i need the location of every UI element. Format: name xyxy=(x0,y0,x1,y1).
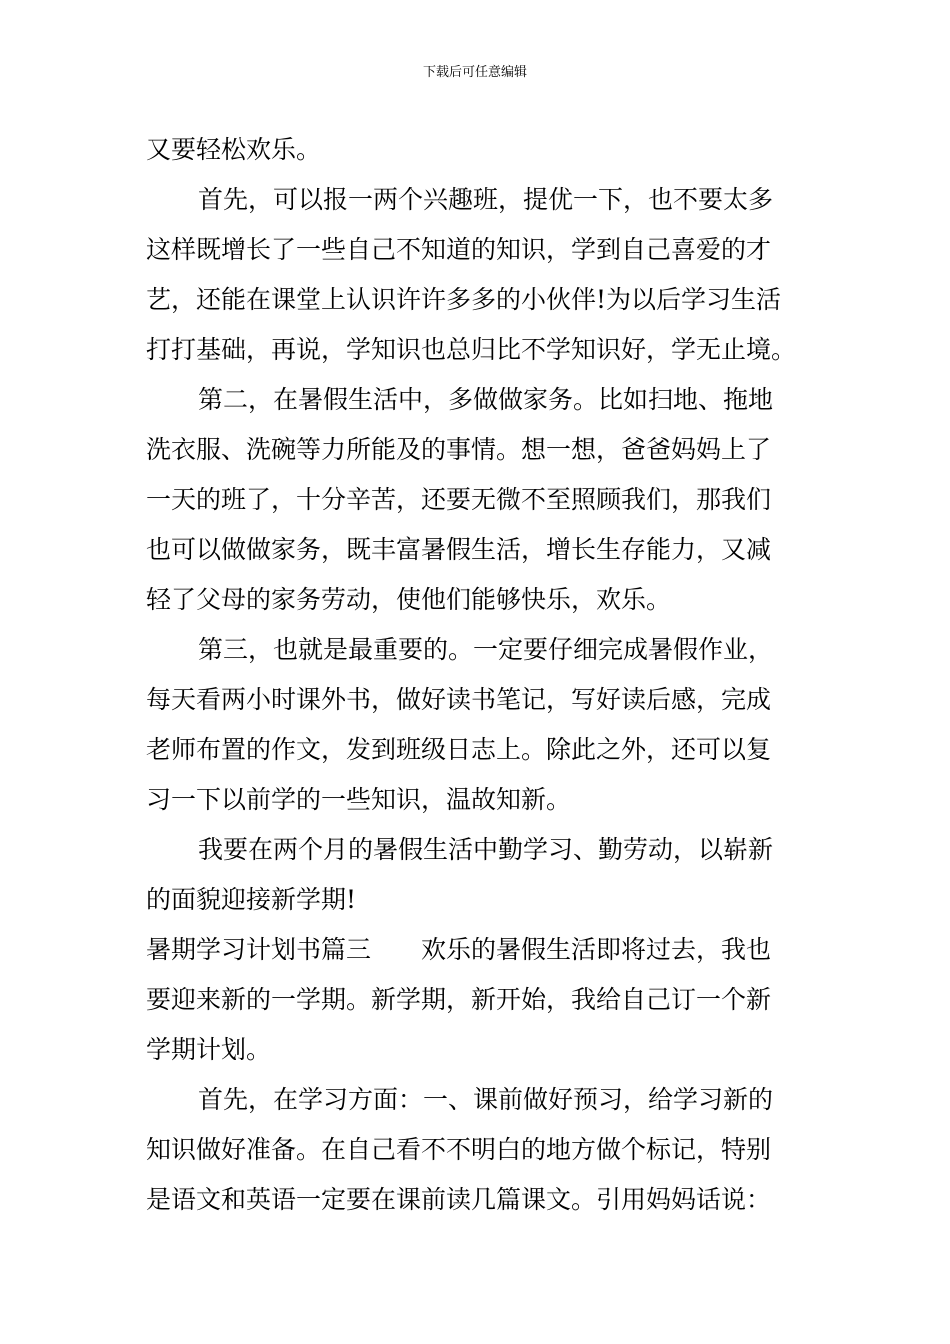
text-line: 老师布置的作文，发到班级日志上。除此之外，还可以复 xyxy=(146,735,772,764)
section-three xyxy=(146,925,808,1075)
text-line: 学期计划。 xyxy=(146,1035,272,1064)
section-heading: 暑期学习计划书篇三 xyxy=(146,935,372,964)
text-line: 一天的班了，十分辛苦，还要无微不至照顾我们，那我们 xyxy=(146,485,772,514)
page-header: 下载后可任意编辑 xyxy=(422,65,527,80)
paragraph-first-point xyxy=(146,175,808,375)
text-line: 首先，可以报一两个兴趣班，提优一下，也不要太多 xyxy=(198,185,774,214)
paragraph-conclusion xyxy=(146,825,808,925)
text-line: 第三，也就是最重要的。一定要仔细完成暑假作业， xyxy=(198,635,774,664)
text-line: 这样既增长了一些自己不知道的知识，学到自己喜爱的才 xyxy=(146,235,772,264)
paragraph-second-point xyxy=(146,375,808,625)
text-line: 习一下以前学的一些知识，温故知新。 xyxy=(146,785,572,814)
document-body xyxy=(146,125,808,1225)
paragraph-study-plan xyxy=(146,1075,808,1225)
section-lead-text: 欢乐的暑假生活即将过去，我也 xyxy=(421,935,772,964)
text-line: 又要轻松欢乐。 xyxy=(146,135,322,164)
text-line: 打打基础，再说，学知识也总归比不学知识好，学无止境。 xyxy=(146,335,797,364)
text-line: 是语文和英语一定要在课前读几篇课文。引用妈妈话说： xyxy=(146,1185,772,1214)
paragraph-continuation xyxy=(146,125,808,175)
text-line: 要迎来新的一学期。新学期，新开始，我给自己订一个新 xyxy=(146,985,772,1014)
paragraph-third-point xyxy=(146,625,808,825)
text-line: 也可以做做家务，既丰富暑假生活，增长生存能力，又减 xyxy=(146,535,772,564)
text-line: 每天看两小时课外书，做好读书笔记，写好读后感，完成 xyxy=(146,685,772,714)
text-line: 知识做好准备。在自己看不不明白的地方做个标记，特别 xyxy=(146,1135,772,1164)
text-line: 首先，在学习方面：一、课前做好预习，给学习新的 xyxy=(198,1085,774,1114)
text-line: 洗衣服、洗碗等力所能及的事情。想一想，爸爸妈妈上了 xyxy=(146,435,772,464)
text-line: 轻了父母的家务劳动，使他们能够快乐，欢乐。 xyxy=(146,585,672,614)
text-line: 的面貌迎接新学期! xyxy=(146,885,357,914)
text-line: 我要在两个月的暑假生活中勤学习、勤劳动，以崭新 xyxy=(198,835,774,864)
section-heading-line xyxy=(146,925,808,975)
text-line: 艺，还能在课堂上认识许许多多的小伙伴!为以后学习生活 xyxy=(146,285,782,314)
text-line: 第二，在暑假生活中，多做做家务。比如扫地、拖地 xyxy=(198,385,774,414)
